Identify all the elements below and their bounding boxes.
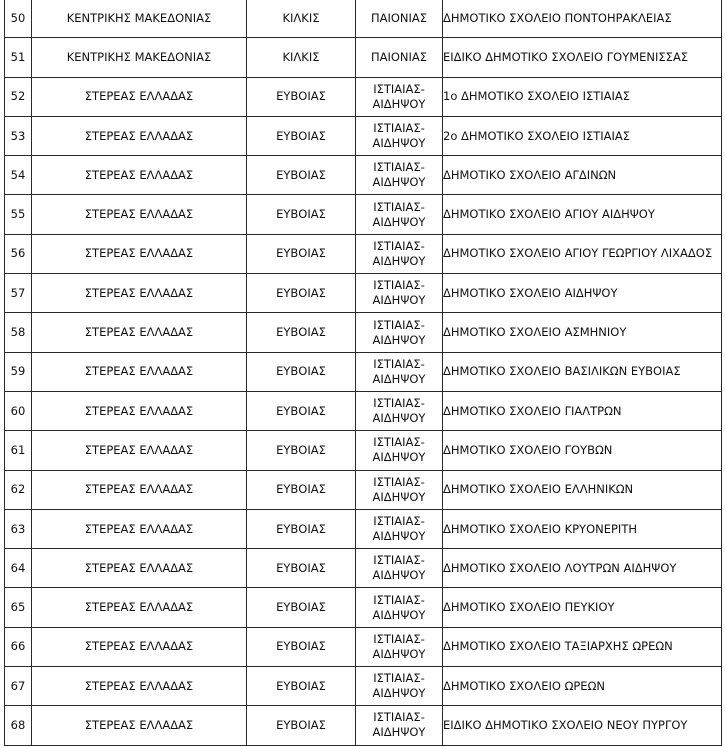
municipality-cell: ΙΣΤΙΑΙΑΣ-ΑΙΔΗΨΟΥ: [356, 588, 443, 627]
row-number: 52: [5, 77, 32, 116]
table-row: [5, 431, 722, 470]
row-number: 66: [5, 627, 32, 666]
row-number: 65: [5, 588, 32, 627]
municipality-cell: ΙΣΤΙΑΙΑΣ-ΑΙΔΗΨΟΥ: [356, 274, 443, 313]
region-cell: ΣΤΕΡΕΑΣ ΕΛΛΑΔΑΣ: [32, 706, 247, 745]
prefecture-cell: ΕΥΒΟΙΑΣ: [247, 116, 356, 155]
prefecture-cell: ΕΥΒΟΙΑΣ: [247, 706, 356, 745]
municipality-cell: ΙΣΤΙΑΙΑΣ-ΑΙΔΗΨΟΥ: [356, 431, 443, 470]
municipality-cell: ΙΣΤΙΑΙΑΣ-ΑΙΔΗΨΟΥ: [356, 116, 443, 155]
prefecture-cell: ΕΥΒΟΙΑΣ: [247, 391, 356, 430]
school-name-cell: ΔΗΜΟΤΙΚΟ ΣΧΟΛΕΙΟ ΓΟΥΒΩΝ: [443, 431, 722, 470]
region-cell: ΣΤΕΡΕΑΣ ΕΛΛΑΔΑΣ: [32, 313, 247, 352]
municipality-cell: ΠΑΙΟΝΙΑΣ: [356, 38, 443, 77]
school-name-cell: ΔΗΜΟΤΙΚΟ ΣΧΟΛΕΙΟ ΒΑΣΙΛΙΚΩΝ ΕΥΒΟΙΑΣ: [443, 352, 722, 391]
region-cell: ΣΤΕΡΕΑΣ ΕΛΛΑΔΑΣ: [32, 431, 247, 470]
municipality-cell: ΙΣΤΙΑΙΑΣ-ΑΙΔΗΨΟΥ: [356, 234, 443, 273]
row-number: 61: [5, 431, 32, 470]
municipality-cell: ΙΣΤΙΑΙΑΣ-ΑΙΔΗΨΟΥ: [356, 667, 443, 706]
school-name-cell: ΔΗΜΟΤΙΚΟ ΣΧΟΛΕΙΟ ΓΙΑΛΤΡΩΝ: [443, 391, 722, 430]
row-number: 53: [5, 116, 32, 155]
region-cell: ΣΤΕΡΕΑΣ ΕΛΛΑΔΑΣ: [32, 156, 247, 195]
school-name-cell: ΔΗΜΟΤΙΚΟ ΣΧΟΛΕΙΟ ΑΓΙΟΥ ΓΕΩΡΓΙΟΥ ΛΙΧΑΔΟΣ: [443, 234, 722, 273]
municipality-cell: ΙΣΤΙΑΙΑΣ-ΑΙΔΗΨΟΥ: [356, 509, 443, 548]
table-row: [5, 588, 722, 627]
municipality-cell: ΙΣΤΙΑΙΑΣ-ΑΙΔΗΨΟΥ: [356, 627, 443, 666]
table-body: [5, 0, 722, 745]
region-cell: ΣΤΕΡΕΑΣ ΕΛΛΑΔΑΣ: [32, 116, 247, 155]
table-row: [5, 470, 722, 509]
municipality-cell: ΙΣΤΙΑΙΑΣ-ΑΙΔΗΨΟΥ: [356, 706, 443, 745]
row-number: 54: [5, 156, 32, 195]
table-row: [5, 549, 722, 588]
prefecture-cell: ΕΥΒΟΙΑΣ: [247, 77, 356, 116]
prefecture-cell: ΕΥΒΟΙΑΣ: [247, 431, 356, 470]
prefecture-cell: ΕΥΒΟΙΑΣ: [247, 195, 356, 234]
row-number: 63: [5, 509, 32, 548]
municipality-cell: ΙΣΤΙΑΙΑΣ-ΑΙΔΗΨΟΥ: [356, 352, 443, 391]
region-cell: ΣΤΕΡΕΑΣ ΕΛΛΑΔΑΣ: [32, 588, 247, 627]
municipality-cell: ΙΣΤΙΑΙΑΣ-ΑΙΔΗΨΟΥ: [356, 195, 443, 234]
region-cell: ΣΤΕΡΕΑΣ ΕΛΛΑΔΑΣ: [32, 509, 247, 548]
school-name-cell: ΔΗΜΟΤΙΚΟ ΣΧΟΛΕΙΟ ΑΙΔΗΨΟΥ: [443, 274, 722, 313]
region-cell: ΣΤΕΡΕΑΣ ΕΛΛΑΔΑΣ: [32, 195, 247, 234]
table-row: [5, 0, 722, 38]
prefecture-cell: ΚΙΛΚΙΣ: [247, 38, 356, 77]
table-row: [5, 391, 722, 430]
row-number: 56: [5, 234, 32, 273]
prefecture-cell: ΕΥΒΟΙΑΣ: [247, 156, 356, 195]
row-number: 51: [5, 38, 32, 77]
municipality-cell: ΙΣΤΙΑΙΑΣ-ΑΙΔΗΨΟΥ: [356, 470, 443, 509]
school-name-cell: ΔΗΜΟΤΙΚΟ ΣΧΟΛΕΙΟ ΚΡΥΟΝΕΡΙΤΗ: [443, 509, 722, 548]
prefecture-cell: ΕΥΒΟΙΑΣ: [247, 352, 356, 391]
table-row: [5, 706, 722, 745]
prefecture-cell: ΕΥΒΟΙΑΣ: [247, 509, 356, 548]
school-name-cell: ΔΗΜΟΤΙΚΟ ΣΧΟΛΕΙΟ ΠΟΝΤΟΗΡΑΚΛΕΙΑΣ: [443, 0, 722, 38]
prefecture-cell: ΕΥΒΟΙΑΣ: [247, 627, 356, 666]
region-cell: ΣΤΕΡΕΑΣ ΕΛΛΑΔΑΣ: [32, 352, 247, 391]
school-name-cell: ΔΗΜΟΤΙΚΟ ΣΧΟΛΕΙΟ ΩΡΕΩΝ: [443, 667, 722, 706]
region-cell: ΣΤΕΡΕΑΣ ΕΛΛΑΔΑΣ: [32, 470, 247, 509]
municipality-cell: ΠΑΙΟΝΙΑΣ: [356, 0, 443, 38]
row-number: 57: [5, 274, 32, 313]
school-name-cell: ΔΗΜΟΤΙΚΟ ΣΧΟΛΕΙΟ ΕΛΛΗΝΙΚΩΝ: [443, 470, 722, 509]
school-name-cell: ΔΗΜΟΤΙΚΟ ΣΧΟΛΕΙΟ ΑΓΔΙΝΩΝ: [443, 156, 722, 195]
region-cell: ΣΤΕΡΕΑΣ ΕΛΛΑΔΑΣ: [32, 549, 247, 588]
school-name-cell: 2ο ΔΗΜΟΤΙΚΟ ΣΧΟΛΕΙΟ ΙΣΤΙΑΙΑΣ: [443, 116, 722, 155]
municipality-cell: ΙΣΤΙΑΙΑΣ-ΑΙΔΗΨΟΥ: [356, 77, 443, 116]
table-row: [5, 77, 722, 116]
school-name-cell: 1ο ΔΗΜΟΤΙΚΟ ΣΧΟΛΕΙΟ ΙΣΤΙΑΙΑΣ: [443, 77, 722, 116]
region-cell: ΣΤΕΡΕΑΣ ΕΛΛΑΔΑΣ: [32, 234, 247, 273]
municipality-cell: ΙΣΤΙΑΙΑΣ-ΑΙΔΗΨΟΥ: [356, 313, 443, 352]
region-cell: ΣΤΕΡΕΑΣ ΕΛΛΑΔΑΣ: [32, 667, 247, 706]
region-cell: ΣΤΕΡΕΑΣ ΕΛΛΑΔΑΣ: [32, 627, 247, 666]
school-name-cell: ΔΗΜΟΤΙΚΟ ΣΧΟΛΕΙΟ ΑΣΜΗΝΙΟΥ: [443, 313, 722, 352]
school-name-cell: ΔΗΜΟΤΙΚΟ ΣΧΟΛΕΙΟ ΛΟΥΤΡΩΝ ΑΙΔΗΨΟΥ: [443, 549, 722, 588]
prefecture-cell: ΕΥΒΟΙΑΣ: [247, 274, 356, 313]
schools-table: [4, 0, 722, 746]
prefecture-cell: ΕΥΒΟΙΑΣ: [247, 667, 356, 706]
school-name-cell: ΔΗΜΟΤΙΚΟ ΣΧΟΛΕΙΟ ΑΓΙΟΥ ΑΙΔΗΨΟΥ: [443, 195, 722, 234]
row-number: 60: [5, 391, 32, 430]
region-cell: ΚΕΝΤΡΙΚΗΣ ΜΑΚΕΔΟΝΙΑΣ: [32, 38, 247, 77]
school-name-cell: ΔΗΜΟΤΙΚΟ ΣΧΟΛΕΙΟ ΤΑΞΙΑΡΧΗΣ ΩΡΕΩΝ: [443, 627, 722, 666]
region-cell: ΣΤΕΡΕΑΣ ΕΛΛΑΔΑΣ: [32, 77, 247, 116]
prefecture-cell: ΕΥΒΟΙΑΣ: [247, 313, 356, 352]
prefecture-cell: ΕΥΒΟΙΑΣ: [247, 588, 356, 627]
municipality-cell: ΙΣΤΙΑΙΑΣ-ΑΙΔΗΨΟΥ: [356, 391, 443, 430]
prefecture-cell: ΕΥΒΟΙΑΣ: [247, 549, 356, 588]
table-row: [5, 156, 722, 195]
prefecture-cell: ΕΥΒΟΙΑΣ: [247, 470, 356, 509]
table-row: [5, 313, 722, 352]
school-name-cell: ΕΙΔΙΚΟ ΔΗΜΟΤΙΚΟ ΣΧΟΛΕΙΟ ΓΟΥΜΕΝΙΣΣΑΣ: [443, 38, 722, 77]
school-name-cell: ΕΙΔΙΚΟ ΔΗΜΟΤΙΚΟ ΣΧΟΛΕΙΟ ΝΕΟΥ ΠΥΡΓΟΥ: [443, 706, 722, 745]
school-name-cell: ΔΗΜΟΤΙΚΟ ΣΧΟΛΕΙΟ ΠΕΥΚΙΟΥ: [443, 588, 722, 627]
row-number: 68: [5, 706, 32, 745]
row-number: 55: [5, 195, 32, 234]
prefecture-cell: ΚΙΛΚΙΣ: [247, 0, 356, 38]
region-cell: ΚΕΝΤΡΙΚΗΣ ΜΑΚΕΔΟΝΙΑΣ: [32, 0, 247, 38]
table-row: [5, 667, 722, 706]
table-row: [5, 116, 722, 155]
region-cell: ΣΤΕΡΕΑΣ ΕΛΛΑΔΑΣ: [32, 274, 247, 313]
table-row: [5, 352, 722, 391]
row-number: 62: [5, 470, 32, 509]
municipality-cell: ΙΣΤΙΑΙΑΣ-ΑΙΔΗΨΟΥ: [356, 156, 443, 195]
region-cell: ΣΤΕΡΕΑΣ ΕΛΛΑΔΑΣ: [32, 391, 247, 430]
row-number: 67: [5, 667, 32, 706]
table-row: [5, 509, 722, 548]
row-number: 50: [5, 0, 32, 38]
row-number: 64: [5, 549, 32, 588]
row-number: 58: [5, 313, 32, 352]
prefecture-cell: ΕΥΒΟΙΑΣ: [247, 234, 356, 273]
table-row: [5, 274, 722, 313]
table-row: [5, 38, 722, 77]
table-row: [5, 195, 722, 234]
municipality-cell: ΙΣΤΙΑΙΑΣ-ΑΙΔΗΨΟΥ: [356, 549, 443, 588]
table-row: [5, 234, 722, 273]
row-number: 59: [5, 352, 32, 391]
table-row: [5, 627, 722, 666]
